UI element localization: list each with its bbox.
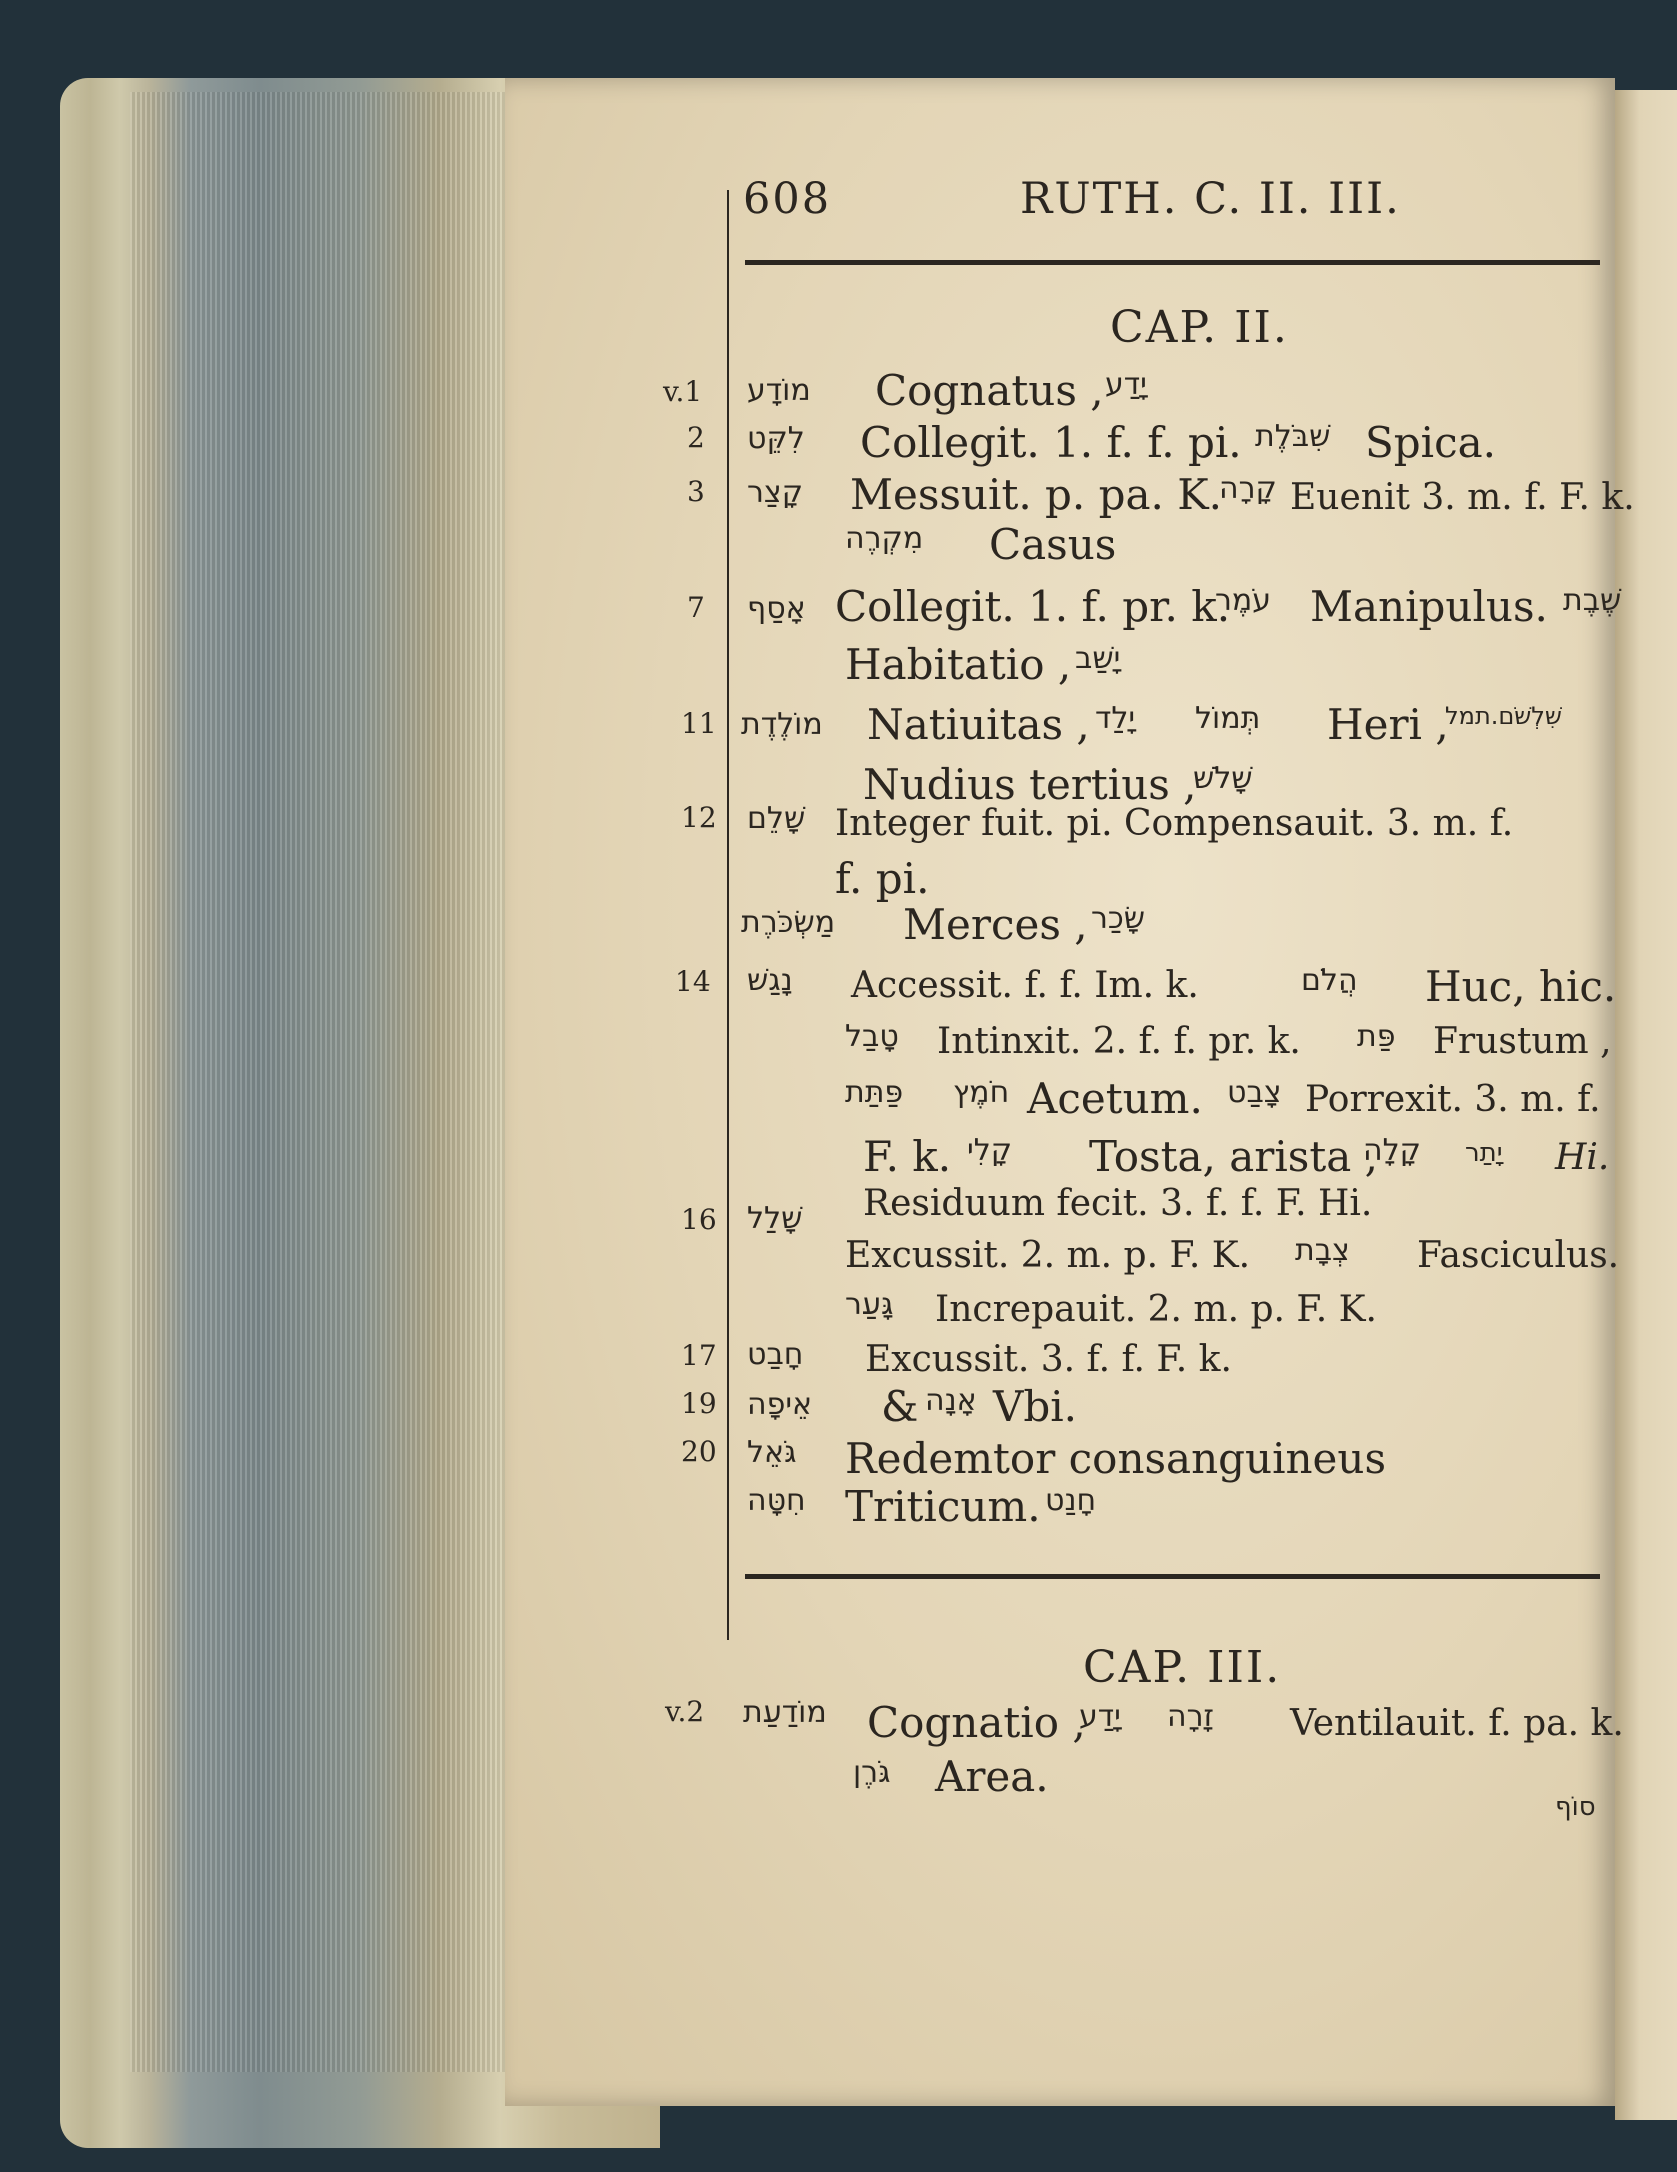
hebrew-root: שָׂכַר — [1091, 901, 1146, 936]
verse-number: 12 — [681, 801, 717, 834]
hebrew-root: חֹמֶץ — [953, 1075, 1010, 1110]
gloss: Excussit. 2. m. p. F. K. — [845, 1235, 1251, 1276]
hebrew-root: עֹמֶר — [1215, 583, 1272, 618]
page-edges — [130, 92, 510, 2072]
gloss: Tosta, arista , — [1089, 1132, 1378, 1181]
hebrew-root: יָתַר — [1465, 1138, 1503, 1168]
hebrew-lemma: לִקֵּט — [747, 421, 805, 456]
chapter-heading-ii: CAP. II. — [1110, 302, 1289, 353]
hebrew-lemma: גֹּאֵל — [747, 1435, 797, 1470]
gloss: Porrexit. 3. m. f. — [1305, 1079, 1601, 1120]
gloss: Excussit. 3. f. f. F. k. — [865, 1339, 1232, 1380]
hebrew-root: צְבָת — [1295, 1233, 1350, 1268]
margin-rule — [727, 190, 729, 1640]
hebrew-root: שֶׁבֶת — [1563, 583, 1622, 618]
gloss: f. pi. — [835, 854, 930, 903]
gloss: Habitatio , — [845, 640, 1072, 689]
hebrew-lemma: אָסַף — [747, 591, 806, 626]
hebrew-root: צָבַט — [1227, 1075, 1282, 1110]
verse-number: 11 — [681, 707, 717, 740]
hebrew-root: שִׁלְשֹׁם.תמל — [1445, 702, 1562, 730]
gloss: Residuum fecit. 3. f. f. F. Hi. — [863, 1183, 1373, 1224]
verse-number: 2 — [687, 421, 705, 454]
hebrew-root: תְּמוֹל — [1195, 701, 1261, 736]
verse-number: 3 — [687, 475, 705, 508]
hebrew-root: אָנָה — [925, 1383, 977, 1418]
gloss: Triticum. — [845, 1482, 1041, 1531]
gloss: Acetum. — [1027, 1074, 1203, 1123]
verse-number: 20 — [681, 1435, 717, 1468]
gloss: Increpauit. 2. m. p. F. K. — [935, 1289, 1377, 1330]
gloss: Collegit. 1. f. f. pi. — [860, 418, 1242, 467]
hebrew-root: הֲלֹם — [1301, 963, 1358, 998]
gloss: Casus — [989, 520, 1117, 569]
gloss: & — [881, 1382, 919, 1431]
hebrew-lemma: טָבַל — [845, 1019, 899, 1054]
hebrew-root: מִקְרֶה — [845, 521, 924, 556]
hebrew-lemma: חִטָּה — [747, 1483, 806, 1518]
verse-number: 7 — [687, 591, 705, 624]
gloss: Area. — [935, 1752, 1049, 1801]
hebrew-root: שָׁלֹשׁ — [1193, 761, 1253, 796]
gloss: Natiuitas , — [867, 700, 1090, 749]
chapter-heading-iii: CAP. III. — [1083, 1642, 1282, 1693]
hebrew-lemma: אֵיפָה — [747, 1387, 813, 1422]
hebrew-lemma: נָגַשׁ — [747, 963, 793, 998]
hebrew-root: יָשַׁב — [1075, 641, 1121, 676]
hebrew-lemma: שָׁלֵם — [747, 801, 806, 836]
hebrew-root: פַּת — [1357, 1019, 1396, 1054]
gloss: Heri , — [1327, 700, 1449, 749]
hebrew-root: קָרָה — [1219, 471, 1277, 506]
gloss: Ventilauit. f. pa. k. — [1290, 1703, 1624, 1744]
verse-number: 16 — [681, 1203, 717, 1236]
running-title: RUTH. C. II. III. — [1020, 174, 1401, 224]
hebrew-root: קָלִי — [967, 1133, 1013, 1168]
gloss: Accessit. f. f. Im. k. — [851, 965, 1199, 1006]
hebrew-lemma: פַּתַּת — [845, 1075, 904, 1110]
gloss: Huc, hic. — [1425, 962, 1617, 1011]
gloss: Manipulus. — [1310, 582, 1548, 631]
gloss: Hi. — [1555, 1137, 1610, 1178]
gloss: Merces , — [903, 900, 1088, 949]
hebrew-root: גָּעַר — [845, 1287, 894, 1322]
facing-page-edge — [1615, 90, 1677, 2120]
gloss: Intinxit. 2. f. f. pr. k. — [937, 1021, 1301, 1062]
hebrew-lemma: מַשְׂכֹּרֶת — [741, 905, 836, 940]
verse-number: 14 — [675, 965, 711, 998]
catchword: סוֹף — [1555, 1792, 1596, 1822]
gloss: Frustum , — [1433, 1021, 1612, 1062]
hebrew-root: יָדַע — [1105, 367, 1147, 402]
gloss: Spica. — [1365, 418, 1497, 467]
gloss: Euenit 3. m. f. F. k. — [1290, 477, 1635, 518]
page-number: 608 — [743, 174, 832, 224]
gloss: Collegit. 1. f. pr. k. — [835, 582, 1231, 631]
hebrew-root: זָרָה — [1167, 1699, 1214, 1734]
gloss: F. k. — [863, 1132, 952, 1181]
hebrew-lemma: מוֹדַעַת — [743, 1695, 827, 1730]
gloss: Vbi. — [993, 1382, 1077, 1431]
gloss: Redemtor consanguineus — [845, 1434, 1387, 1483]
verse-number: v.2 — [665, 1695, 705, 1728]
hebrew-root: גֹּרֶן — [853, 1755, 891, 1790]
verse-number: 17 — [681, 1339, 717, 1372]
hebrew-root: יָלַד — [1095, 701, 1136, 736]
gloss: Integer fuit. pi. Compensauit. 3. m. f. — [835, 803, 1514, 844]
hebrew-lemma: קָצַר — [747, 475, 804, 510]
hebrew-lemma: מוֹדָע — [747, 373, 811, 408]
hebrew-lemma: שָׁלַל — [747, 1201, 803, 1236]
hebrew-lemma: מוֹלֶדֶת — [741, 707, 823, 742]
book-page — [505, 78, 1635, 2106]
hebrew-root: קָלָה — [1363, 1133, 1421, 1168]
gloss: Cognatio , — [867, 1698, 1086, 1747]
gloss: Messuit. p. pa. K. — [850, 470, 1222, 519]
gloss: Nudius tertius , — [863, 760, 1197, 809]
verse-number: v.1 — [663, 375, 703, 408]
hebrew-root: יָדַע — [1079, 1699, 1121, 1734]
verse-number: 19 — [681, 1387, 717, 1420]
hebrew-root: חָנַט — [1045, 1483, 1097, 1518]
hebrew-root: שִׁבֹּלֶת — [1255, 419, 1331, 454]
top-rule — [745, 260, 1600, 265]
gloss: Cognatus , — [875, 366, 1104, 415]
section-rule — [745, 1574, 1600, 1579]
gloss: Fasciculus. — [1417, 1235, 1620, 1276]
hebrew-lemma: חָבַט — [747, 1337, 804, 1372]
